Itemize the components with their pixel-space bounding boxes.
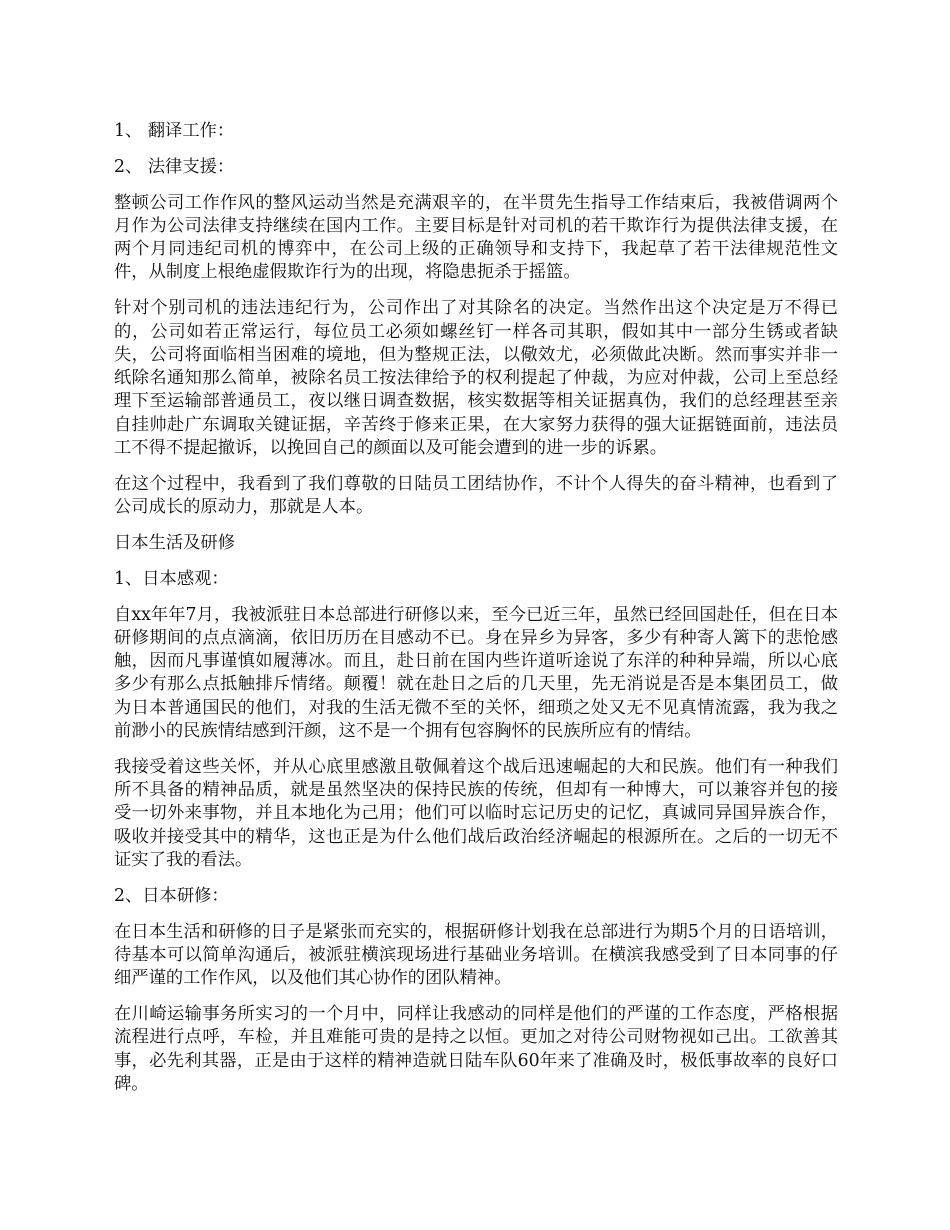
- japan-impression-heading: 1、日本感观：: [114, 568, 229, 589]
- paragraph-training-schedule: 在日本生活和研修的日子是紧张而充实的，根据研修计划我在总部进行为期5个月的日语培训，待基本可以简单沟通后，被派驻横滨现场进行基础业务培训。在横滨我感受到了日本同事的仔细严谨的工作作风，以及他们其心协作的团队精神。: [114, 921, 838, 989]
- document-body: [114, 120, 838, 1109]
- paragraph-japan-respect: 我接受着这些关怀，并从心底里感激且敬佩着这个战后迅速崛起的大和民族。他们有一种我们所不具备的精神品质，就是虽然坚决的保持民族的传统，但却有一种博大，可以兼容并包的接受一切外来事物，并且本地化为己用；他们可以临时忘记历史的记忆，真诚同异国异族合作，吸收并接受其中的精华，这也正是为什么他们战后政治经济崛起的根源所在。之后的一切无不证实了我的看法。: [114, 756, 838, 871]
- paragraph-rectification: 整顿公司工作作风的整风运动当然是充满艰辛的，在半贯先生指导工作结束后，我被借调两个月作为公司法律支持继续在国内工作。主要目标是针对司机的若干欺诈行为提供法律支援，在两个月同违纪司机的博弈中，在公司上级的正确领导和支持下，我起草了若干法律规范性文件，从制度上根绝虚假欺诈行为的出现，将隐患扼杀于摇篮。: [114, 192, 838, 283]
- translation-heading: 1、 翻译工作：: [114, 121, 235, 141]
- japan-section-heading: 日本生活及研修: [114, 532, 235, 553]
- japan-training-heading: 2、日本研修：: [114, 885, 229, 906]
- paragraph-process: 在这个过程中，我看到了我们尊敬的日陆员工团结协作，不计个人得失的奋斗精神，也看到了公司成长的原动力，那就是人本。: [114, 473, 838, 518]
- legal-support-heading: 2、 法律支援：: [114, 156, 235, 177]
- paragraph-dismissal: 针对个别司机的违法违纪行为，公司作出了对其除名的决定。当然作出这个决定是万不得已的，公司如若正常运行，每位员工必须如螺丝钉一样各司其职，假如其中一部分生锈或者缺失，公司将面临相当困难的境地，但为整规正法，以儆效尤，必须做此决断。然而事实并非一纸除名通知那么简单，被除名员工按法律给予的权利提起了仲裁，为应对仲裁，公司上至总经理下至运输部普通员工，夜以继日调查数据，核实数据等相关证据真伪，我们的总经理甚至亲自挂帅赴广东调取关键证据，辛苦终于修来正果，在大家努力获得的强大证据链面前，违法员工不得不提起撤诉，以挽回自己的颜面以及可能会遭到的进一步的诉累。: [114, 298, 838, 459]
- paragraph-kawasaki: 在川崎运输事务所实习的一个月中，同样让我感动的同样是他们的严谨的工作态度，严格根据流程进行点呼，车检，并且难能可贵的是持之以恒。更加之对待公司财物视如己出。工欲善其事，必先利其器，正是由于这样的精神造就日陆车队60年来了准确及时，极低事故率的良好口碑。: [114, 1004, 838, 1094]
- paragraph-japan-stay: 自xx年年7月，我被派驻日本总部进行研修以来，至今已近三年，虽然已经回国赴任，但在日本研修期间的点点滴滴，依旧历历在目感动不已。身在异乡为异客，多少有种寄人篱下的悲怆感触，因而凡事谨慎如履薄冰。而且，赴日前在国内些许道听途说了东洋的种种异端，所以心底多少有那么点抵触排斥情绪。颠覆！就在赴日之后的几天里，先无消说是否是本集团员工，做为日本普通国民的他们，对我的生活无微不至的关怀，细琐之处又无不见真情流露，我为我之前渺小的民族情结感到汗颜，这不是一个拥有包容胸怀的民族所应有的情结。: [114, 604, 838, 742]
